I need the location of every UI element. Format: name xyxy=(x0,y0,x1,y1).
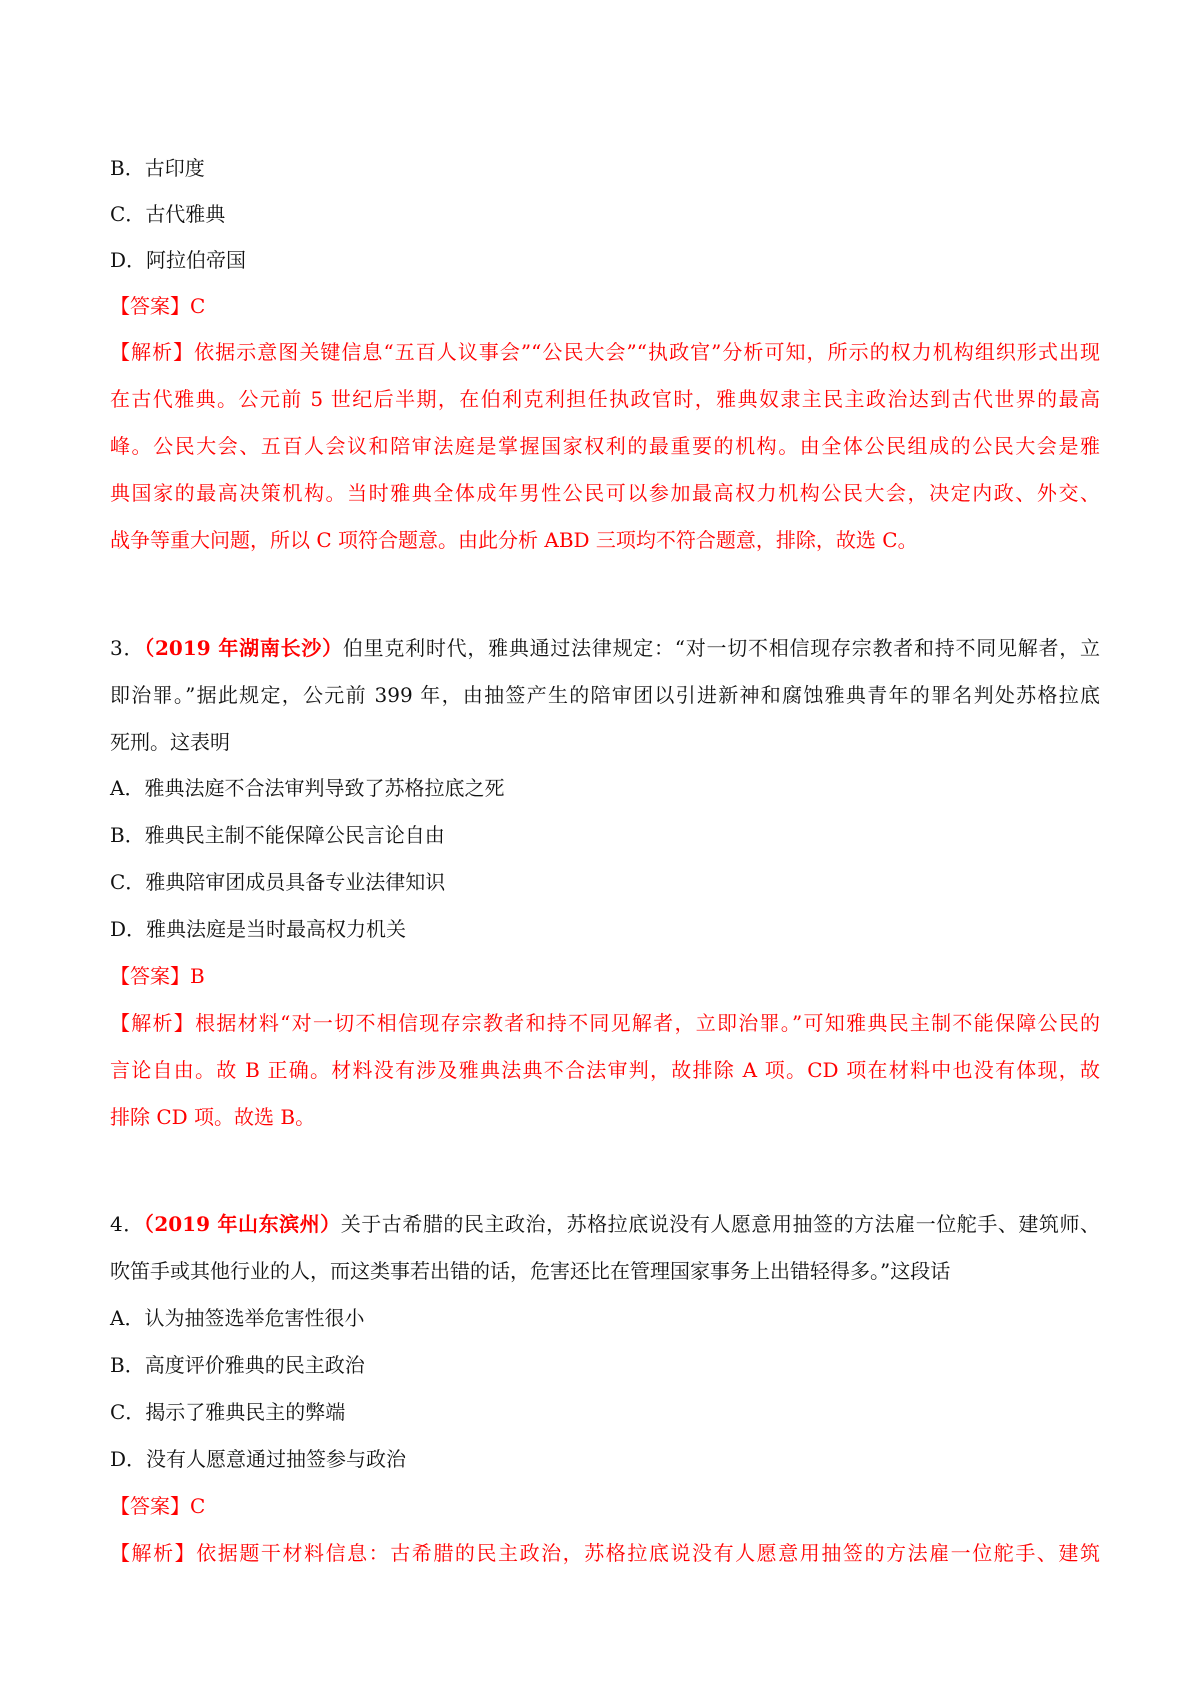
q3-option-c: C．雅典陪审团成员具备专业法律知识 xyxy=(110,870,446,894)
q4-option-a: A．认为抽签选举危害性很小 xyxy=(110,1306,365,1330)
q4-option-c: C．揭示了雅典民主的弊端 xyxy=(110,1400,346,1424)
q3-analysis-line-1: 【解析】根据材料“对一切不相信现存宗教者和持不同见解者，立即治罪。”可知雅典民主制不能保障公民的 xyxy=(110,1011,1101,1035)
analysis-label: 【解析】 xyxy=(110,1541,197,1565)
answer-value: B xyxy=(190,964,205,988)
q3-analysis-line-2: 言论自由。故 B 正确。材料没有涉及雅典法典不合法审判，故排除 A 项。CD 项在材料中也没有体现，故 xyxy=(110,1058,1100,1082)
q2-analysis-line-3: 峰。公民大会、五百人会议和陪审法庭是掌握国家权利的最重要的机构。由全体公民组成的公民大会是雅 xyxy=(110,434,1100,458)
q3-option-a: A．雅典法庭不合法审判导致了苏格拉底之死 xyxy=(110,776,505,800)
question-number: 4． xyxy=(110,1212,144,1236)
q3-option-b: B．雅典民主制不能保障公民言论自由 xyxy=(110,823,445,847)
question-number: 3． xyxy=(110,636,145,660)
answer-label: 【答案】 xyxy=(110,1494,190,1518)
answer-value: C xyxy=(190,294,206,318)
q3-stem-line-1: 3．（2019 年湖南长沙）伯里克利时代，雅典通过法律规定：“对一切不相信现存宗教者和持不同见解者，立 xyxy=(110,636,1100,660)
q4-answer xyxy=(110,1482,1100,1530)
answer-label: 【答案】 xyxy=(110,964,190,988)
q2-answer xyxy=(110,282,1100,330)
q2-analysis-line-2: 在古代雅典。公元前 5 世纪后半期，在伯利克利担任执政官时，雅典奴隶主民主政治达到古代世界的最高 xyxy=(110,387,1100,411)
q3-stem-line-3: 死刑。这表明 xyxy=(110,730,230,754)
q2-option-b: B．古印度 xyxy=(110,156,205,180)
q4-option-d: D．没有人愿意通过抽签参与政治 xyxy=(110,1447,407,1471)
q3-answer xyxy=(110,952,1100,1000)
answer-label: 【答案】 xyxy=(110,294,190,318)
q3-stem-line-2: 即治罪。”据此规定，公元前 399 年，由抽签产生的陪审团以引进新神和腐蚀雅典青年的罪名判处苏格拉底 xyxy=(110,683,1100,707)
q4-stem-line-2: 吹笛手或其他行业的人，而这类事若出错的话，危害还比在管理国家事务上出错轻得多。”这段话 xyxy=(110,1259,951,1283)
q2-analysis-line-1: 【解析】依据示意图关键信息“五百人议事会”“公民大会”“执政官”分析可知，所示的权力机构组织形式出现 xyxy=(110,340,1100,364)
q3-analysis-line-3: 排除 CD 项。故选 B。 xyxy=(110,1105,316,1129)
analysis-label: 【解析】 xyxy=(110,1011,196,1035)
q2-option-c: C．古代雅典 xyxy=(110,202,226,226)
answer-value: C xyxy=(190,1494,206,1518)
analysis-label: 【解析】 xyxy=(110,340,195,364)
q2-analysis-line-5: 战争等重大问题，所以 C 项符合题意。由此分析 ABD 三项均不符合题意，排除，故选 C。 xyxy=(110,528,918,552)
q3-option-d: D．雅典法庭是当时最高权力机关 xyxy=(110,917,407,941)
q2-analysis-line-4: 典国家的最高决策机构。当时雅典全体成年男性公民可以参加最高权力机构公民大会，决定内政、外交、 xyxy=(110,481,1100,505)
question-source: （2019 年湖南长沙） xyxy=(144,636,343,660)
question-source: （2019 年山东滨州） xyxy=(143,1212,341,1236)
q4-analysis-line-1: 【解析】依据题干材料信息：古希腊的民主政治，苏格拉底说没有人愿意用抽签的方法雇一位舵手、建筑 xyxy=(110,1541,1101,1565)
q4-option-b: B．高度评价雅典的民主政治 xyxy=(110,1353,365,1377)
q4-stem-line-1: 4．（2019 年山东滨州）关于古希腊的民主政治，苏格拉底说没有人愿意用抽签的方法雇一位舵手、建筑师、 xyxy=(110,1212,1100,1236)
q2-option-d: D．阿拉伯帝国 xyxy=(110,248,247,272)
